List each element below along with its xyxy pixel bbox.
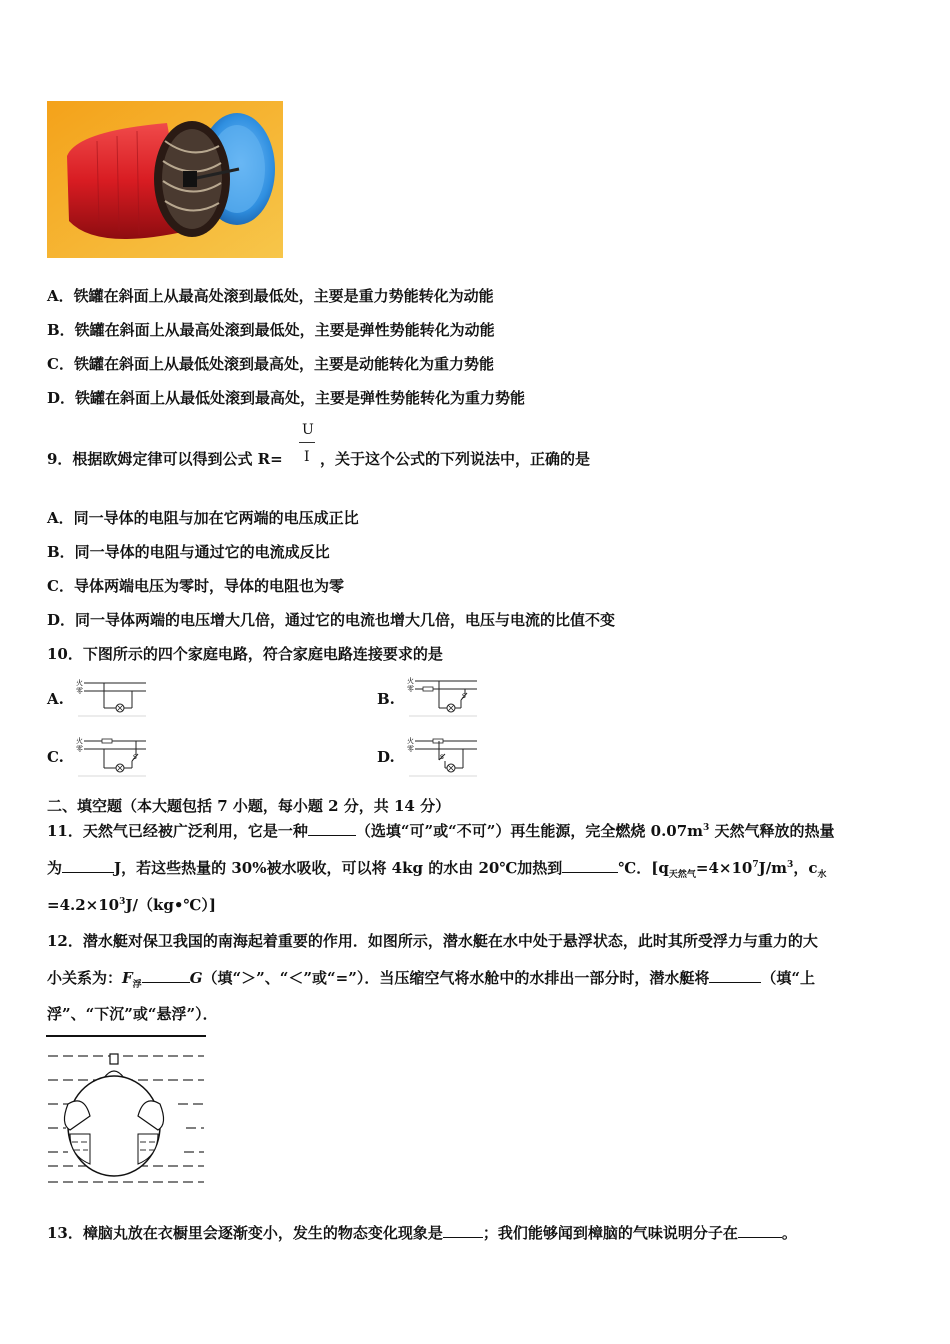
circuit-diagram-d <box>405 734 479 782</box>
live-wire-label: 火 <box>407 677 414 685</box>
q13-text: 13．樟脑丸放在衣橱里会逐渐变小，发生的物态变化现象是 <box>47 1224 443 1242</box>
neutral-wire-label: 零 <box>407 745 414 753</box>
q9-option-d: D．同一导体两端的电压增大几倍，通过它的电流也增大几倍，电压与电流的比值不变 <box>47 611 616 629</box>
q9-stem-part1: 9．根据欧姆定律可以得到公式 R= <box>47 450 283 468</box>
q11-blank-2 <box>62 858 114 873</box>
q11-sub: 水 <box>817 870 827 880</box>
q12-text: （填“上 <box>761 969 815 987</box>
q11-text: 天然气释放的热量 <box>709 822 835 840</box>
q11-text: 为 <box>47 859 63 877</box>
circuit-diagram-c <box>74 734 148 782</box>
q11-text: J，若这些热量的 30%被水吸收，可以将 4kg 的水由 20℃加热到 <box>114 859 563 877</box>
q9-option-a: A．同一导体的电阻与加在它两端的电压成正比 <box>47 509 359 527</box>
q13-text: ；我们能够闻到樟脑的气味说明分子在 <box>482 1224 738 1242</box>
q9-fraction-numerator: U <box>302 422 314 438</box>
q11-text: J/m <box>758 859 788 877</box>
q13-blank-2 <box>738 1223 782 1238</box>
q11-text: =4.2×10 <box>47 896 120 914</box>
q12-blank-1 <box>142 968 190 983</box>
section-heading: 二、填空题（本大题包括 7 小题，每小题 2 分，共 14 分） <box>47 797 451 815</box>
q11-text: ，c <box>793 859 818 877</box>
q13-blank-1 <box>443 1223 483 1238</box>
q12-sub: 浮 <box>132 980 142 990</box>
circuit-diagram-a <box>74 676 148 722</box>
q11-text: ℃．[q <box>618 859 669 877</box>
live-wire-label: 火 <box>76 737 83 745</box>
q8-option-d: D．铁罐在斜面上从最低处滚到最高处，主要是弹性势能转化为重力势能 <box>47 389 526 407</box>
circuit-diagram-b <box>405 674 479 722</box>
submarine-diagram <box>44 1034 208 1186</box>
q13-line <box>47 1222 797 1243</box>
switch-label: S <box>462 693 466 700</box>
q12-text: （填“＞”、“＜”或“=”）．当压缩空气将水舱中的水排出一部分时，潜水艇将 <box>202 969 710 987</box>
switch-label: S <box>133 754 137 761</box>
q11-line-3 <box>47 894 216 915</box>
q11-sub: 天然气 <box>668 870 696 880</box>
q13-text: 。 <box>781 1224 797 1242</box>
q8-option-c: C．铁罐在斜面上从最低处滚到最高处，主要是动能转化为重力势能 <box>47 355 494 373</box>
q11-text: J/（kg•℃）] <box>125 896 216 914</box>
q12-text: 小关系为： <box>47 969 123 987</box>
q10-label-d: D. <box>377 748 395 766</box>
switch-label: S <box>440 754 444 761</box>
q11-text: =4×10 <box>695 859 753 877</box>
q9-fraction-denominator: I <box>304 449 310 465</box>
q11-line-2 <box>47 857 826 880</box>
q12-blank-2 <box>709 968 761 983</box>
q10-stem: 10．下图所示的四个家庭电路，符合家庭电路连接要求的是 <box>47 645 443 663</box>
q12-gravity-symbol: G <box>189 969 203 987</box>
live-wire-label: 火 <box>407 737 414 745</box>
q11-blank-3 <box>562 858 618 873</box>
q9-stem-part2: ，关于这个公式的下列说法中，正确的是 <box>320 450 591 468</box>
q11-blank-1 <box>308 821 356 836</box>
neutral-wire-label: 零 <box>76 745 83 753</box>
q9-option-c: C．导体两端电压为零时，导体的电阻也为零 <box>47 577 344 595</box>
q11-sup: 7 <box>752 860 759 870</box>
q11-text: 11．天然气已经被广泛利用，它是一种 <box>47 822 308 840</box>
q9-option-b: B．同一导体的电阻与通过它的电流成反比 <box>47 543 330 561</box>
live-wire-label: 火 <box>76 679 83 687</box>
q12-line-2 <box>47 967 815 990</box>
q12-line-1: 12．潜水艇对保卫我国的南海起着重要的作用．如图所示，潜水艇在水中处于悬浮状态，此时其所受浮力与重力的大 <box>47 932 818 950</box>
neutral-wire-label: 零 <box>76 687 83 695</box>
q10-label-c: C. <box>47 748 64 766</box>
q8-option-b: B．铁罐在斜面上从最高处滚到最低处，主要是弹性势能转化为动能 <box>47 321 495 339</box>
q12-force-symbol: F <box>122 969 133 987</box>
neutral-wire-label: 零 <box>407 685 414 693</box>
q11-sup: 3 <box>119 897 126 907</box>
q12-line-3: 浮”、“下沉”或“悬浮”）． <box>47 1005 218 1023</box>
q11-sup: 3 <box>787 860 794 870</box>
q10-label-b: B. <box>377 690 395 708</box>
q11-line-1 <box>47 820 835 841</box>
q11-text: （选填“可”或“不可”）再生能源，完全燃烧 0.07m <box>355 822 704 840</box>
q10-label-a: A. <box>47 690 64 708</box>
q8-option-a: A．铁罐在斜面上从最高处滚到最低处，主要是重力势能转化为动能 <box>47 287 494 305</box>
q9-fraction-bar <box>299 442 315 443</box>
iron-can-photo <box>47 101 283 258</box>
q11-sup: 3 <box>703 823 710 833</box>
